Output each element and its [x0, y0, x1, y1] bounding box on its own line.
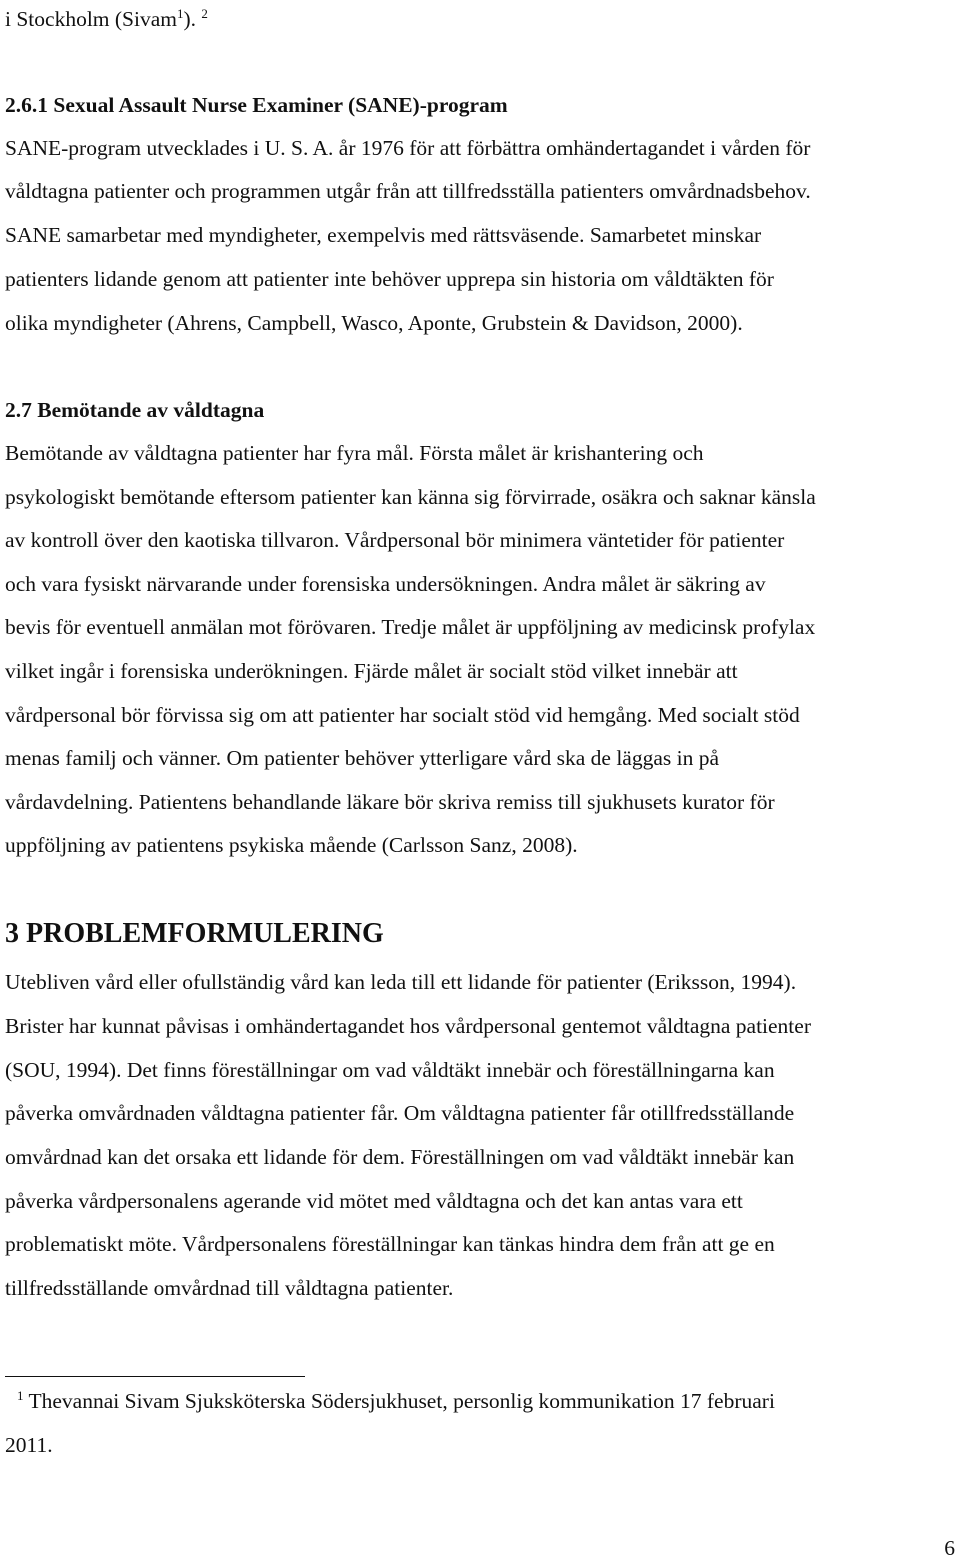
paragraph-line: SANE samarbetar med myndigheter, exempelvis med rättsväsende. Samarbetet minskar: [5, 223, 762, 247]
paragraph-line: Utebliven vård eller ofullständig vård kan leda till ett lidande för patienter (Eriksson, 1994).: [5, 970, 797, 994]
paragraph-line: tillfredsställande omvårdnad till våldtagna patienter.: [5, 1276, 454, 1300]
footnote: [5, 1388, 775, 1414]
paragraph-line: våldtagna patienter och programmen utgår från att tillfredsställa patienters omvårdnadsbehov.: [5, 179, 811, 203]
section-heading-2-6-1: 2.6.1 Sexual Assault Nurse Examiner (SANE)-program: [5, 93, 508, 117]
paragraph-line: uppföljning av patientens psykiska mående (Carlsson Sanz, 2008).: [5, 833, 578, 857]
paragraph-line: psykologiskt bemötande eftersom patienter kan känna sig förvirrade, osäkra och saknar känsla: [5, 485, 816, 509]
footnote-text-continued: 2011.: [5, 1433, 53, 1457]
paragraph-line: (SOU, 1994). Det finns föreställningar om vad våldtäkt innebär och föreställningarna kan: [5, 1058, 775, 1082]
paragraph-line: Bemötande av våldtagna patienter har fyra mål. Första målet är krishantering och: [5, 441, 704, 465]
section-heading-2-7: 2.7 Bemötande av våldtagna: [5, 398, 265, 422]
paragraph-line: vårdavdelning. Patientens behandlande läkare bör skriva remiss till sjukhusets kurator för: [5, 790, 775, 814]
footnote-ref-1: 1: [177, 5, 184, 21]
paragraph-line: vårdpersonal bör förvissa sig om att patienter har socialt stöd vid hemgång. Med socialt stöd: [5, 703, 800, 727]
paragraph-line: problematiskt möte. Vårdpersonalens föreställningar kan tänkas hindra dem från att ge en: [5, 1232, 775, 1256]
paragraph-line: vilket ingår i forensiska underökningen. Fjärde målet är socialt stöd vilket innebär att: [5, 659, 738, 683]
page-number: 6: [944, 1536, 955, 1560]
footnote-marker: 1: [17, 1387, 24, 1403]
paragraph-line: Brister har kunnat påvisas i omhändertagandet hos vårdpersonal gentemot våldtagna patienter: [5, 1014, 811, 1038]
footnote-text: Thevannai Sivam Sjuksköterska Södersjukhuset, personlig kommunikation 17 februari: [28, 1389, 775, 1413]
paragraph-line: menas familj och vänner. Om patienter behöver ytterligare vård ska de läggas in på: [5, 746, 720, 770]
intro-text-end: ).: [183, 7, 197, 31]
paragraph-line: och vara fysiskt närvarande under forensiska undersökningen. Andra målet är säkring av: [5, 572, 766, 596]
paragraph-line: bevis för eventuell anmälan mot förövaren. Tredje målet är uppföljning av medicinsk profylax: [5, 615, 816, 639]
section-heading-3: 3 PROBLEMFORMULERING: [5, 918, 384, 949]
paragraph-line: påverka vårdpersonalens agerande vid mötet med våldtagna och det kan antas vara ett: [5, 1189, 743, 1213]
paragraph-line: påverka omvårdnaden våldtagna patienter får. Om våldtagna patienter får otillfredsställande: [5, 1101, 795, 1125]
paragraph-line: SANE-program utvecklades i U. S. A. år 1976 för att förbättra omhändertagandet i vården för: [5, 136, 811, 160]
paragraph-line: patienters lidande genom att patienter inte behöver upprepa sin historia om våldtäkten för: [5, 267, 774, 291]
intro-line: [5, 6, 208, 32]
footnote-separator: [5, 1376, 305, 1377]
paragraph-line: av kontroll över den kaotiska tillvaron. Vårdpersonal bör minimera väntetider för patienter: [5, 528, 785, 552]
intro-text: i Stockholm (Sivam: [5, 7, 177, 31]
paragraph-line: omvårdnad kan det orsaka ett lidande för dem. Föreställningen om vad våldtäkt innebär kan: [5, 1145, 795, 1169]
footnote-ref-2: 2: [201, 5, 208, 21]
paragraph-line: olika myndigheter (Ahrens, Campbell, Wasco, Aponte, Grubstein & Davidson, 2000).: [5, 311, 743, 335]
